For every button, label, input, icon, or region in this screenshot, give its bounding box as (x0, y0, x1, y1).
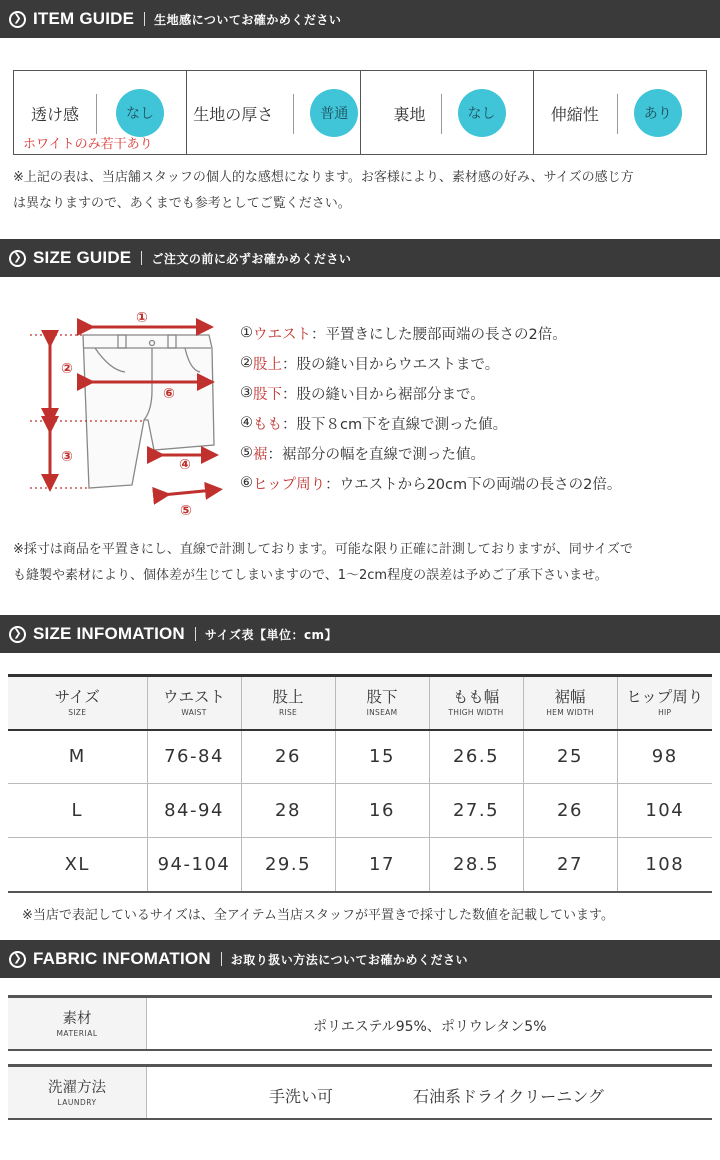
legend-num: ③ (240, 385, 253, 401)
section-subtitle: サイズ表【単位：cm】 (204, 627, 338, 642)
laundry-value-dryclean: 石油系ドライクリーニング (413, 1087, 604, 1106)
legend-key: ウエスト (253, 326, 311, 343)
table-cell: 108 (617, 838, 712, 892)
guide-badge: なし (116, 89, 164, 137)
legend-num: ② (240, 355, 253, 371)
table-cell: 27 (523, 838, 617, 892)
legend-key: 裾 (253, 446, 268, 463)
header-jp: 洗濯方法 (48, 1079, 106, 1096)
item-guide-header (0, 0, 720, 38)
size-guide-legend (240, 318, 621, 498)
table-cell: 28 (241, 784, 335, 838)
legend-row (240, 438, 621, 468)
table-cell: XL (8, 838, 147, 892)
legend-num: ① (240, 325, 253, 341)
section-title: SIZE INFOMATION (33, 624, 185, 643)
size-info-header (0, 615, 720, 653)
table-cell: M (8, 730, 147, 784)
guide-label: 伸縮性 (550, 105, 599, 124)
legend-desc: ：平置きにした腰部両端の長さの2倍。 (311, 326, 567, 343)
table-cell: 84-94 (147, 784, 241, 838)
divider (96, 94, 97, 134)
table-cell: 98 (617, 730, 712, 784)
note-line: ※上記の表は、当店舗スタッフの個人的な感想になります。お客様により、素材感の好み、サイズの感じ方 (13, 170, 634, 185)
guide-cell-thickness (187, 71, 360, 154)
legend-desc: ：股の縫い目からウエストまで。 (282, 356, 500, 373)
shorts-outline (83, 335, 214, 488)
size-table (8, 674, 712, 893)
guide-badge: 普通 (310, 89, 358, 137)
section-title: ITEM GUIDE (33, 9, 135, 28)
legend-row (240, 318, 621, 348)
guide-label: 裏地 (393, 105, 426, 124)
divider (144, 12, 145, 26)
note-line: は異なりますので、あくまでも参考としてご覧ください。 (13, 196, 351, 211)
table-cell: 16 (335, 784, 429, 838)
legend-key: もも (253, 416, 282, 433)
legend-desc: ：裾部分の幅を直線で測った値。 (267, 446, 485, 463)
legend-row (240, 468, 621, 498)
legend-desc: ：股の縫い目から裾部分まで。 (282, 386, 485, 403)
legend-key: 股下 (253, 386, 282, 403)
marker-2: ② (61, 361, 73, 377)
material-value-cell (147, 998, 712, 1049)
table-row (8, 784, 712, 838)
table-cell: 26.5 (429, 730, 523, 784)
table-cell: 25 (523, 730, 617, 784)
legend-key: ヒップ周り (253, 476, 326, 493)
guide-badge: なし (458, 89, 506, 137)
legend-desc: ：ウエストから20cm下の両端の長さの2倍。 (325, 476, 622, 493)
chevron-right-circle-icon: ❯ (9, 626, 26, 643)
header-jp: 素材 (62, 1010, 92, 1027)
table-cell: 15 (335, 730, 429, 784)
chevron-right-circle-icon: ❯ (9, 11, 26, 28)
header-en: MATERIAL (56, 1028, 98, 1038)
table-cell: 27.5 (429, 784, 523, 838)
guide-cell-transparency (14, 71, 187, 154)
table-cell: L (8, 784, 147, 838)
col-header-size: サイズ SIZE (8, 676, 147, 730)
col-header-hem: 裾幅 HEM WIDTH (523, 676, 617, 730)
legend-num: ⑤ (240, 445, 253, 461)
header-en: LAUNDRY (57, 1097, 97, 1107)
table-cell: 26 (523, 784, 617, 838)
material-value: ポリエステル95%、ポリウレタン5% (313, 1019, 547, 1035)
chevron-right-circle-icon: ❯ (9, 951, 26, 968)
note-line: ※採寸は商品を平置きにし、直線で計測しております。可能な限り正確に計測しておりますが、同サイズで (13, 542, 633, 557)
divider (221, 952, 222, 966)
legend-num: ④ (240, 415, 253, 431)
item-guide-table (13, 70, 707, 155)
guide-badge: あり (634, 89, 682, 137)
divider (195, 627, 196, 641)
section-subtitle: お取り扱い方法についてお確かめください (230, 952, 469, 967)
table-header-row (8, 676, 712, 730)
material-row (8, 995, 712, 1051)
legend-num: ⑥ (240, 475, 253, 491)
marker-4: ④ (179, 457, 191, 473)
table-row (8, 730, 712, 784)
legend-row (240, 378, 621, 408)
table-cell: 29.5 (241, 838, 335, 892)
legend-row (240, 408, 621, 438)
laundry-value-cell (147, 1067, 712, 1118)
col-header-thigh: もも幅 THIGH WIDTH (429, 676, 523, 730)
note-line: も縫製や素材により、個体差が生じてしまいますので、1〜2cm程度の誤差は予めご了承下さいませ。 (13, 568, 608, 583)
size-guide-header (0, 239, 720, 277)
marker-6: ⑥ (163, 386, 175, 402)
divider (141, 251, 142, 265)
chevron-right-circle-icon: ❯ (9, 250, 26, 267)
marker-3: ③ (61, 449, 73, 465)
section-title: FABRIC INFOMATION (33, 949, 211, 968)
table-cell: 104 (617, 784, 712, 838)
table-row (8, 838, 712, 892)
section-subtitle: 生地感についてお確かめください (154, 12, 342, 27)
legend-desc: ：股下８cm下を直線で測った値。 (282, 416, 508, 433)
divider (293, 94, 294, 134)
table-cell: 76-84 (147, 730, 241, 784)
col-header-waist: ウエスト WAIST (147, 676, 241, 730)
legend-row (240, 348, 621, 378)
guide-label: 生地の厚さ (193, 105, 274, 124)
fabric-info-header (0, 940, 720, 978)
guide-cell-stretch (534, 71, 706, 154)
material-header (8, 998, 147, 1049)
table-cell: 17 (335, 838, 429, 892)
size-info-note: ※当店で表記しているサイズは、全アイテム当店スタッフが平置きで採寸した数値を記載しています。 (22, 908, 614, 923)
divider (617, 94, 618, 134)
arrow-hem (162, 490, 214, 495)
laundry-header (8, 1067, 147, 1118)
section-subtitle: ご注文の前に必ずお確かめください (151, 251, 352, 266)
section-title: SIZE GUIDE (33, 248, 132, 267)
item-guide-note (13, 165, 634, 217)
table-cell: 28.5 (429, 838, 523, 892)
guide-label: 透け感 (31, 105, 80, 124)
table-cell: 26 (241, 730, 335, 784)
marker-5: ⑤ (180, 503, 192, 519)
shorts-diagram (0, 300, 235, 525)
guide-warning: ホワイトのみ若干あり (23, 137, 153, 152)
legend-key: 股上 (253, 356, 282, 373)
col-header-hip: ヒップ周り HIP (617, 676, 712, 730)
table-cell: 94-104 (147, 838, 241, 892)
col-header-rise: 股上 RISE (241, 676, 335, 730)
col-header-inseam: 股下 INSEAM (335, 676, 429, 730)
laundry-row (8, 1064, 712, 1120)
guide-cell-lining (361, 71, 534, 154)
laundry-value-handwash: 手洗い可 (269, 1087, 334, 1106)
size-guide-note (13, 537, 633, 589)
marker-1: ① (136, 310, 148, 326)
divider (441, 94, 442, 134)
